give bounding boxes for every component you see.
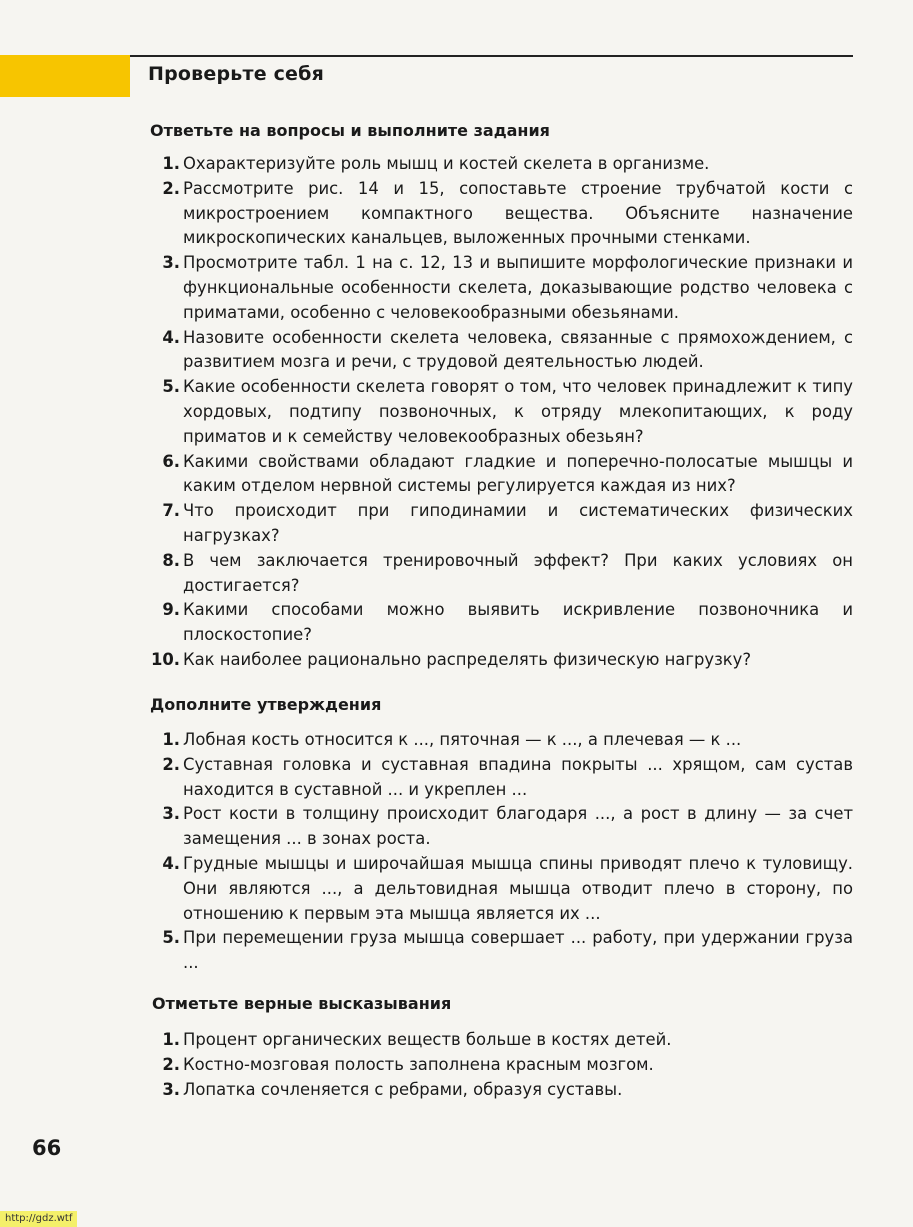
- statement-item: 1. Процент органических веществ больше в костях детей.: [162, 1030, 672, 1049]
- statement-item: 5. При перемещении груза мышца совершает ... работу, при удержании груза ...: [162, 928, 853, 973]
- statement-item: 1. Лобная кость относится к ..., пяточная — к ..., а плечевая — к ...: [162, 730, 742, 749]
- complete-heading: Дополните утверждения: [150, 695, 382, 714]
- questions-list: [150, 152, 853, 673]
- question-item: 4. Назовите особенности скелета человека, связанные с прямохождением, с развитием мозга и речи, с трудовой деятельностью людей.: [162, 327, 853, 372]
- true-statements-list: [150, 1028, 853, 1102]
- true-statements-heading: Отметьте верные высказывания: [152, 994, 452, 1013]
- statement-item: 2. Суставная головка и суставная впадина покрыты ... хрящом, сам сустав находится в суставной ... и укреплен ...: [162, 754, 853, 799]
- statement-item: 2. Костно-мозговая полость заполнена красным мозгом.: [162, 1054, 654, 1074]
- section-rule: [130, 55, 853, 57]
- source-url: http://gdz.wtf: [0, 1211, 77, 1227]
- question-item: 2. Рассмотрите рис. 14 и 15, сопоставьте строение трубчатой кости с микростроением компактного вещества. Объясните назначение микроскопических канальцев, выложенных прочными стенками.: [162, 178, 853, 248]
- statement-item: 3. Лопатка сочленяется с ребрами, образуя суставы.: [162, 1079, 623, 1099]
- question-item: 6. Какими свойствами обладают гладкие и поперечно-полосатые мышцы и каким отделом нервной системы регулируется каждая из них?: [162, 451, 853, 496]
- statement-item: 3. Рост кости в толщину происходит благодаря ..., а рост в длину — за счет замещения ... в зонах роста.: [162, 804, 853, 849]
- question-item: 3. Просмотрите табл. 1 на с. 12, 13 и выпишите морфологические признаки и функциональные особенности скелета, доказывающие родство человека с приматами, особенно с человекообразными обезьянами.: [162, 253, 853, 322]
- question-item: 8. В чем заключается тренировочный эффект? При каких условиях он достигается?: [162, 550, 853, 595]
- question-item: 7. Что происходит при гиподинамии и систематических физических нагрузках?: [162, 501, 853, 545]
- section-title: Проверьте себя: [148, 63, 325, 85]
- question-item: 1. Охарактеризуйте роль мышц и костей скелета в организме.: [162, 154, 710, 173]
- question-item: 9. Какими способами можно выявить искривление позвоночника и плоскостопие?: [162, 600, 853, 645]
- question-item: 5. Какие особенности скелета говорят о том, что человек принадлежит к типу хордовых, подтипу позвоночных, к отряду млекопитающих, к роду приматов и к семейству человекообразных обезьян?: [162, 377, 853, 446]
- complete-list: [150, 728, 853, 976]
- question-item: 10. Как наиболее рационально распределять физическую нагрузку?: [150, 649, 752, 669]
- statement-item: 4. Грудные мышцы и широчайшая мышца спины приводят плечо к туловищу. Они являются ..., а дельтовидная мышца отводит плечо в сторону, по отношению к первым эта мышца является их ...: [162, 853, 853, 923]
- section-color-tab: [0, 55, 130, 97]
- page-number: 66: [32, 1136, 62, 1160]
- questions-heading: Ответьте на вопросы и выполните задания: [150, 121, 550, 140]
